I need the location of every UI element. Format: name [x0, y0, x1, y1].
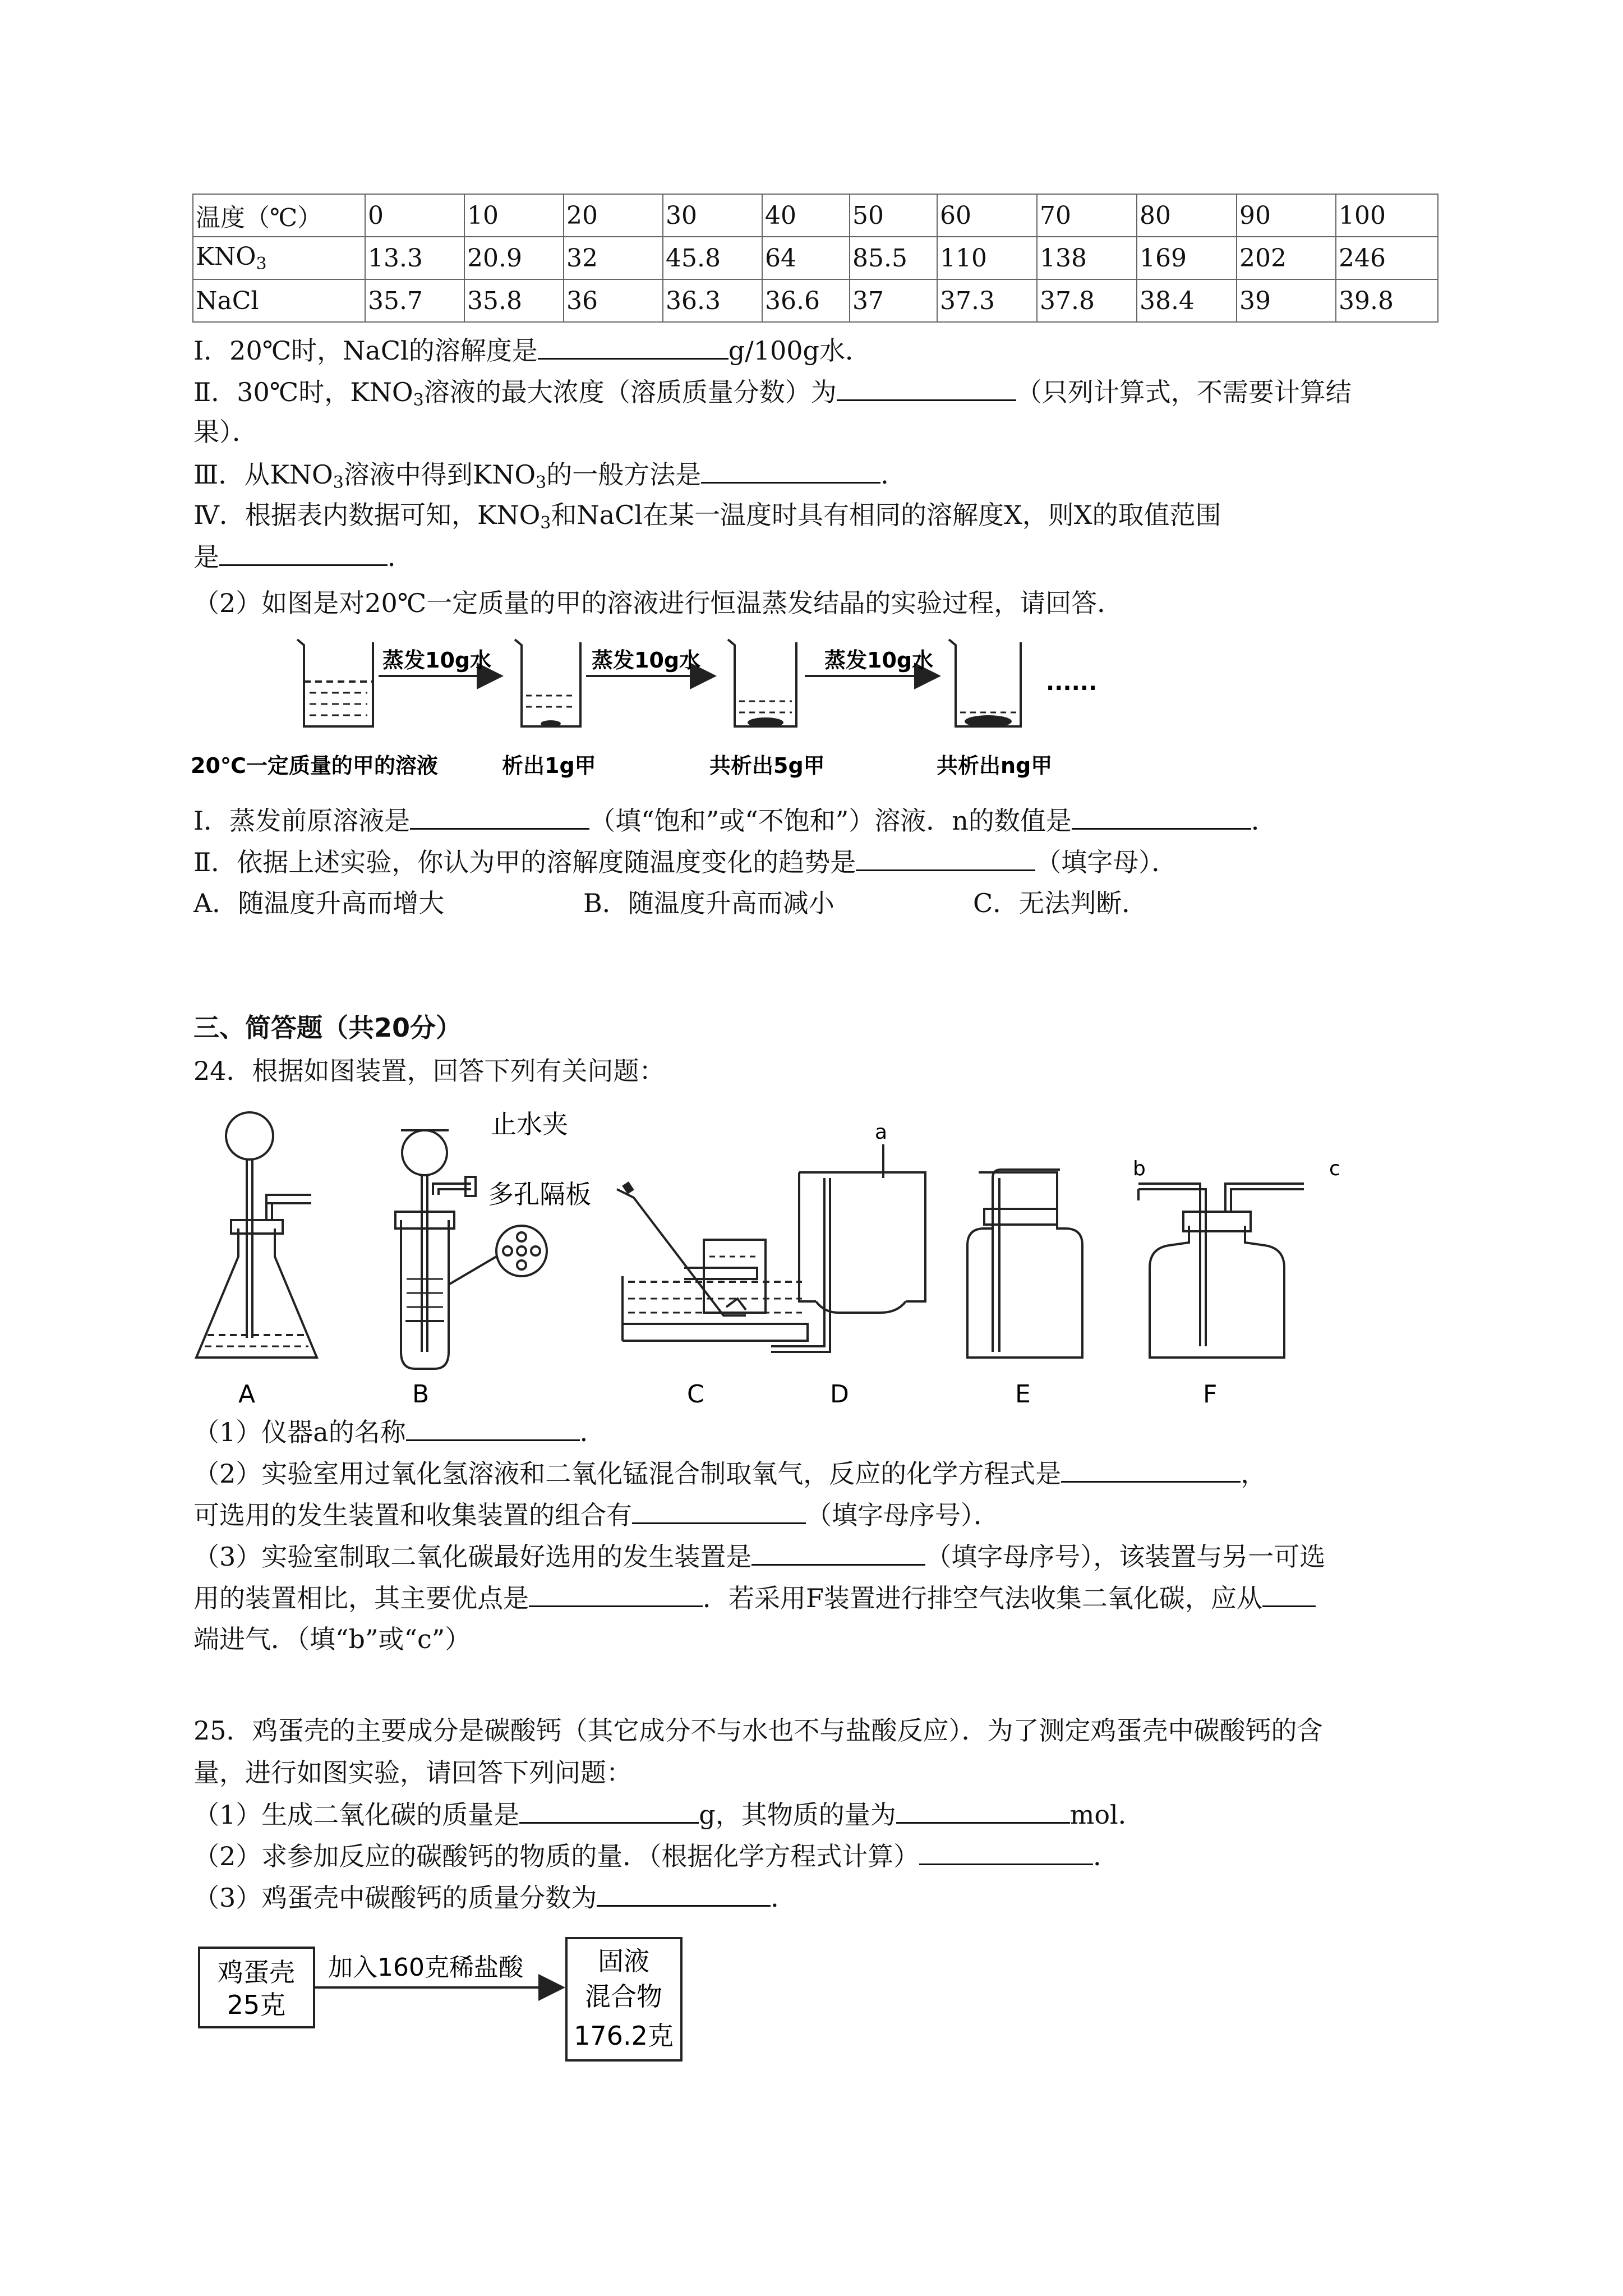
answer-blank[interactable] — [597, 1879, 771, 1907]
apparatus-diagram — [185, 1099, 1475, 1414]
table-cell: 36.6 — [762, 279, 850, 322]
text: （3）鸡蛋壳中碳酸钙的质量分数为 — [193, 1883, 597, 1913]
table-row — [193, 237, 1438, 279]
apparatus-c — [617, 1184, 808, 1341]
arrow-label-3: 蒸发10g水 — [824, 648, 934, 673]
table-header-cell: 40 — [762, 194, 850, 237]
apparatus-f — [1138, 1184, 1304, 1358]
text: （填字母）． — [1035, 847, 1178, 877]
table-cell: 45.8 — [663, 237, 762, 279]
text: 溶液中得到KNO — [343, 459, 536, 490]
table-cell: 36 — [564, 279, 663, 322]
text: Ⅰ．蒸发前原溶液是 — [193, 806, 411, 836]
row-label-nacl — [193, 279, 365, 322]
text: ．若采用F装置进行排空气法收集二氧化碳，应从 — [703, 1583, 1262, 1613]
table-cell: 202 — [1237, 237, 1336, 279]
table-cell: 138 — [1037, 237, 1137, 279]
text: 可选用的发生装置和收集装置的组合有 — [193, 1500, 632, 1530]
table-header-cell: 60 — [937, 194, 1037, 237]
text: ． — [771, 1883, 797, 1913]
beaker-3 — [728, 639, 796, 726]
evaporation-diagram — [185, 623, 1138, 785]
table-cell: 35.8 — [464, 279, 564, 322]
answer-blank[interactable] — [529, 1580, 703, 1607]
answer-blank[interactable] — [406, 1414, 580, 1441]
crystal-3 — [965, 715, 1012, 728]
label-f: F — [1203, 1380, 1218, 1409]
text: （1）生成二氧化碳的质量是 — [193, 1800, 520, 1830]
text: 是 — [193, 542, 219, 572]
table-cell: 37.8 — [1037, 279, 1137, 322]
apparatus-e — [967, 1170, 1082, 1358]
table-cell: 35.7 — [365, 279, 464, 322]
q1-part-iii — [193, 456, 906, 501]
answer-blank[interactable] — [410, 802, 589, 830]
apparatus-a — [196, 1112, 317, 1358]
table-cell: 38.4 — [1137, 279, 1237, 322]
table-row — [193, 194, 1438, 237]
text: 和NaCl在某一温度时具有相同的溶解度X，则X的取值范围 — [551, 500, 1221, 530]
table-cell: 13.3 — [365, 237, 464, 279]
text: （1）仪器a的名称 — [193, 1417, 406, 1447]
caption-1: 20℃一定质量的甲的溶液 — [191, 753, 438, 778]
table-cell: 110 — [937, 237, 1037, 279]
label-clamp: 止水夹 — [491, 1109, 568, 1139]
section-title: 三、简答题（共20分） — [193, 1013, 462, 1043]
text: Ⅳ．根据表内数据可知，KNO — [193, 500, 541, 530]
label-porous-plate: 多孔隔板 — [488, 1179, 591, 1209]
box2-line2: 混合物 — [585, 1981, 662, 2012]
text: ． — [1251, 806, 1277, 836]
row-label-text: NaCl — [196, 286, 259, 315]
text: （2）求参加反应的碳酸钙的物质的量．（根据化学方程式计算） — [193, 1841, 920, 1871]
text: （3）实验室制取二氧化碳最好选用的发生装置是 — [193, 1542, 752, 1572]
text: Ⅱ．30℃时，KNO — [193, 377, 413, 407]
text: mol． — [1069, 1800, 1144, 1830]
q24-part-3-last: 端进气．（填“b”或“c”） — [193, 1624, 471, 1654]
table-header-cell: 100 — [1336, 194, 1438, 237]
label-e: E — [1015, 1380, 1031, 1409]
beaker-2 — [515, 639, 580, 726]
label-port-b: b — [1133, 1157, 1146, 1180]
table-cell: 64 — [762, 237, 850, 279]
q24-part-2 — [193, 1455, 1266, 1492]
table-cell: 39.8 — [1336, 279, 1438, 322]
text: g，其物质的量为 — [699, 1800, 896, 1830]
label-b: B — [412, 1380, 430, 1409]
table-cell: 32 — [564, 237, 663, 279]
label-a: A — [238, 1380, 256, 1409]
table-header-cell: 50 — [850, 194, 937, 237]
q25-part-1 — [193, 1796, 1144, 1833]
apparatus-d — [771, 1144, 925, 1352]
caption-4: 共析出ng甲 — [937, 753, 1053, 778]
q24-part-2-cont — [193, 1497, 999, 1533]
answer-blank[interactable] — [896, 1796, 1070, 1824]
q2-intro: （2）如图是对20℃一定质量的甲的溶液进行恒温蒸发结晶的实验过程，请回答． — [193, 588, 1123, 618]
option-a: A．随温度升高而增大 — [193, 888, 445, 918]
continuation-dots: ...... — [1046, 670, 1098, 696]
q24-part-3-cont — [193, 1580, 1316, 1616]
table-cell: 37.3 — [937, 279, 1037, 322]
crystal-2 — [748, 717, 783, 728]
answer-blank[interactable] — [219, 539, 388, 566]
answer-blank[interactable] — [856, 844, 1035, 871]
flow-diagram — [191, 1935, 695, 2081]
label-instrument-a: a — [875, 1121, 888, 1144]
q1-part-ii-cont: 果）． — [193, 417, 258, 447]
q1-part-ii — [193, 374, 1352, 418]
answer-blank[interactable] — [519, 1796, 699, 1824]
text: ． — [579, 1417, 606, 1447]
subscript: 3 — [333, 473, 344, 493]
option-c: C．无法判断． — [973, 888, 1148, 918]
subscript: 3 — [256, 254, 267, 274]
label-d: D — [830, 1380, 849, 1409]
option-b: B．随温度升高而减小 — [583, 888, 834, 918]
text: Ⅲ．从KNO — [193, 459, 333, 490]
table-cell: 37 — [850, 279, 937, 322]
table-cell: 169 — [1137, 237, 1237, 279]
answer-blank[interactable] — [632, 1497, 806, 1524]
label-port-c: c — [1329, 1157, 1340, 1180]
beaker-1 — [297, 639, 373, 726]
arrow-label-1: 蒸发10g水 — [382, 648, 492, 673]
table-header-cell: 10 — [464, 194, 564, 237]
box1-line2: 25克 — [227, 1990, 286, 2020]
text: （2）实验室用过氧化氢溶液和二氧化锰混合制取氧气，反应的化学方程式是 — [193, 1458, 1062, 1489]
text: ． — [880, 459, 907, 490]
q24-stem: 24．根据如图装置，回答下列有关问题： — [193, 1056, 665, 1086]
table-header-cell: 20 — [564, 194, 663, 237]
subscript: 3 — [540, 513, 551, 533]
row-label-text: KNO — [196, 242, 256, 271]
q1-part-iv — [193, 497, 1221, 541]
text: （填“饱和”或“不饱和”）溶液．n的数值是 — [589, 806, 1072, 836]
q1-part-iv-cont — [193, 539, 413, 575]
answer-blank[interactable] — [1262, 1580, 1316, 1607]
q25-stem: 25．鸡蛋壳的主要成分是碳酸钙（其它成分不与水也不与盐酸反应）．为了测定鸡蛋壳中碳酸钙的含 — [193, 1715, 1323, 1746]
answer-blank[interactable] — [538, 332, 728, 360]
text: 溶液的最大浓度（溶质质量分数）为 — [423, 377, 837, 407]
box1-line1: 鸡蛋壳 — [218, 1957, 295, 1987]
subscript: 3 — [413, 390, 424, 410]
text: Ⅱ．依据上述实验，你认为甲的溶解度随温度变化的趋势是 — [193, 847, 856, 877]
table-header-cell: 温度（℃） — [193, 194, 365, 237]
q24-part-1 — [193, 1414, 606, 1450]
text: Ⅰ．20℃时，NaCl的溶解度是 — [193, 335, 538, 366]
text: ． — [1093, 1841, 1119, 1871]
q25-stem-cont: 量，进行如图实验，请回答下列问题： — [193, 1757, 632, 1788]
text: g/100g水． — [728, 335, 871, 366]
table-cell: 20.9 — [464, 237, 564, 279]
crystal-1 — [541, 720, 561, 727]
text: ． — [388, 542, 413, 572]
table-cell: 85.5 — [850, 237, 937, 279]
q25-part-3 — [193, 1879, 796, 1916]
table-header-cell: 90 — [1237, 194, 1336, 237]
table-header-cell: 80 — [1137, 194, 1237, 237]
table-cell: 246 — [1336, 237, 1438, 279]
text: 的一般方法是 — [546, 459, 702, 490]
solubility-table — [192, 194, 1438, 323]
flow-arrow-label: 加入160克稀盐酸 — [328, 1953, 523, 1982]
text: （只列计算式，不需要计算结 — [1016, 377, 1352, 407]
table-row — [193, 279, 1438, 322]
beaker-4 — [949, 639, 1021, 726]
table-header-cell: 30 — [663, 194, 762, 237]
q2-part-i — [193, 802, 1277, 839]
table-header-cell: 70 — [1037, 194, 1137, 237]
subscript: 3 — [536, 473, 547, 493]
caption-3: 共析出5g甲 — [709, 753, 825, 778]
apparatus-b — [395, 1130, 547, 1369]
row-label-kno3 — [193, 237, 365, 279]
table-header-cell: 0 — [365, 194, 464, 237]
box2-line3: 176.2克 — [574, 2021, 674, 2051]
q1-part-i — [193, 332, 871, 369]
label-c: C — [687, 1380, 704, 1409]
answer-blank[interactable] — [1072, 802, 1251, 830]
text: （填字母序号），该装置与另一可选 — [925, 1542, 1326, 1572]
answer-blank[interactable] — [701, 456, 880, 484]
answer-blank[interactable] — [837, 374, 1016, 401]
answer-blank[interactable] — [919, 1838, 1093, 1865]
table-cell: 36.3 — [663, 279, 762, 322]
answer-blank[interactable] — [1061, 1455, 1241, 1483]
text: （填字母序号）． — [806, 1500, 999, 1530]
caption-2: 析出1g甲 — [502, 753, 596, 778]
answer-blank[interactable] — [751, 1538, 925, 1566]
table-cell: 39 — [1237, 279, 1336, 322]
text: ， — [1241, 1458, 1267, 1489]
arrow-label-2: 蒸发10g水 — [592, 648, 701, 673]
box2-line1: 固液 — [598, 1946, 649, 1976]
q24-part-3 — [193, 1538, 1325, 1575]
q2-part-ii — [193, 844, 1177, 880]
q25-part-2 — [193, 1838, 1119, 1874]
text: 用的装置相比，其主要优点是 — [193, 1583, 529, 1613]
